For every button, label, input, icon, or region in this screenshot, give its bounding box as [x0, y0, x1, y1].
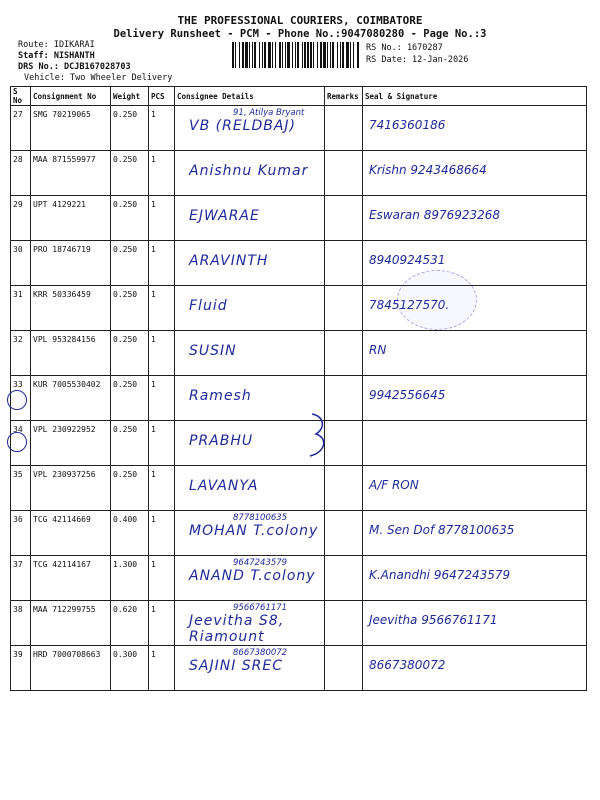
cell-remarks: [325, 241, 363, 286]
handwritten-consignee: Ramesh: [189, 388, 252, 404]
cell-pcs: 1: [149, 241, 175, 286]
cell-consignee-details: [175, 556, 325, 601]
handwritten-consignee: ANAND T.colony: [189, 568, 316, 584]
cell-signature: [363, 511, 587, 556]
cell-signature: [363, 556, 587, 601]
cell-signature: [363, 331, 587, 376]
handwritten-signature: 8667380072: [369, 658, 446, 672]
cell-pcs: 1: [149, 466, 175, 511]
cell-consignment-no: PRO 18746719: [31, 241, 111, 286]
handwritten-brace-mark: [302, 410, 342, 460]
table-row: [11, 151, 587, 196]
cell-remarks: [325, 331, 363, 376]
cell-consignee-details: [175, 601, 325, 646]
table-row: [11, 286, 587, 331]
handwritten-signature: K.Anandhi 9647243579: [369, 568, 511, 582]
cell-consignment-no: MAA 712299755: [31, 601, 111, 646]
table-row: [11, 646, 587, 691]
cell-sno: 39: [11, 646, 31, 691]
cell-weight: 0.620: [111, 601, 149, 646]
table-row: [11, 331, 587, 376]
cell-sno: 37: [11, 556, 31, 601]
cell-weight: 0.250: [111, 331, 149, 376]
table-row: [11, 196, 587, 241]
cell-consignment-no: VPL 953284156: [31, 331, 111, 376]
col-signature: Seal & Signature: [363, 87, 587, 106]
cell-consignment-no: TCG 42114167: [31, 556, 111, 601]
handwritten-signature: 7416360186: [369, 118, 446, 132]
cell-remarks: [325, 646, 363, 691]
cell-consignee-details: [175, 151, 325, 196]
cell-consignment-no: VPL 230937256: [31, 466, 111, 511]
handwritten-note: 8667380072: [233, 648, 288, 658]
rs-date: RS Date: 12-Jan-2026: [366, 55, 469, 65]
cell-sno: 34: [11, 421, 31, 466]
col-weight: Weight: [111, 87, 149, 106]
cell-consignee-details: [175, 196, 325, 241]
cell-pcs: 1: [149, 421, 175, 466]
table-row: [11, 241, 587, 286]
cell-consignment-no: VPL 230922952: [31, 421, 111, 466]
cell-consignee-details: [175, 286, 325, 331]
handwritten-consignee: Fluid: [189, 298, 228, 314]
cell-signature: [363, 196, 587, 241]
cell-sno: 33: [11, 376, 31, 421]
cell-weight: 0.250: [111, 286, 149, 331]
company-title: THE PROFESSIONAL COURIERS, COIMBATORE: [177, 14, 423, 27]
table-row: [11, 106, 587, 151]
handwritten-signature: Jeevitha 9566761171: [369, 613, 498, 627]
table-row: [11, 601, 587, 646]
cell-weight: 0.250: [111, 466, 149, 511]
cell-sno: 36: [11, 511, 31, 556]
col-remarks: Remarks: [325, 87, 363, 106]
cell-consignment-no: KRR 50336459: [31, 286, 111, 331]
cell-consignee-details: [175, 241, 325, 286]
cell-weight: 0.250: [111, 241, 149, 286]
table-header-row: [11, 87, 587, 106]
runsheet-table: [10, 86, 587, 691]
cell-sno: 35: [11, 466, 31, 511]
cell-weight: 0.250: [111, 196, 149, 241]
handwritten-circle-35: [7, 432, 27, 452]
cell-weight: 0.250: [111, 421, 149, 466]
cell-sno: 31: [11, 286, 31, 331]
cell-weight: 0.250: [111, 106, 149, 151]
cell-consignee-details: [175, 106, 325, 151]
cell-signature: [363, 151, 587, 196]
cell-weight: 0.250: [111, 376, 149, 421]
table-row: [11, 556, 587, 601]
cell-weight: 0.250: [111, 151, 149, 196]
cell-consignment-no: UPT 4129221: [31, 196, 111, 241]
cell-remarks: [325, 151, 363, 196]
handwritten-consignee: ARAVINTH: [189, 253, 269, 269]
handwritten-note: 91, Atilya Bryant: [233, 108, 305, 118]
runsheet-subtitle: Delivery Runsheet - PCM - Phone No.:9047080280 - Page No.:3: [113, 28, 487, 40]
cell-pcs: 1: [149, 376, 175, 421]
cell-signature: [363, 241, 587, 286]
handwritten-consignee: PRABHU: [189, 433, 254, 449]
handwritten-note: 8778100635: [233, 513, 288, 523]
col-pcs: PCS: [149, 87, 175, 106]
cell-weight: 0.300: [111, 646, 149, 691]
staff-label: Staff: NISHANTH: [18, 51, 95, 61]
cell-remarks: [325, 511, 363, 556]
cell-signature: [363, 106, 587, 151]
cell-remarks: [325, 286, 363, 331]
cell-pcs: 1: [149, 196, 175, 241]
col-consignee: Consignee Details: [175, 87, 325, 106]
handwritten-signature: 7845127570.: [369, 298, 450, 312]
cell-sno: 28: [11, 151, 31, 196]
handwritten-consignee: Jeevitha S8, Riamount: [189, 613, 285, 645]
cell-pcs: 1: [149, 331, 175, 376]
cell-sno: 27: [11, 106, 31, 151]
rs-number: RS No.: 1670287: [366, 43, 443, 53]
vehicle-label: Vehicle: Two Wheeler Delivery: [24, 73, 173, 83]
cell-consignee-details: [175, 331, 325, 376]
cell-sno: 32: [11, 331, 31, 376]
cell-sno: 29: [11, 196, 31, 241]
cell-consignee-details: [175, 646, 325, 691]
cell-remarks: [325, 601, 363, 646]
handwritten-consignee: EJWARAE: [189, 208, 260, 224]
cell-consignment-no: HRD 7000708663: [31, 646, 111, 691]
handwritten-consignee: VB (RELDBAJ): [189, 118, 297, 134]
handwritten-consignee: Anishnu Kumar: [189, 163, 309, 179]
cell-sno: 38: [11, 601, 31, 646]
cell-consignment-no: SMG 70219065: [31, 106, 111, 151]
cell-pcs: 1: [149, 646, 175, 691]
cell-pcs: 1: [149, 601, 175, 646]
cell-consignment-no: KUR 7005530402: [31, 376, 111, 421]
handwritten-signature: Eswaran 8976923268: [369, 208, 501, 222]
handwritten-circle-34: [7, 390, 27, 410]
seal-stamp: [397, 270, 477, 330]
table-row: [11, 511, 587, 556]
table-row: [11, 466, 587, 511]
cell-signature: [363, 646, 587, 691]
handwritten-signature: 8940924531: [369, 253, 446, 267]
cell-signature: [363, 466, 587, 511]
cell-remarks: [325, 106, 363, 151]
cell-remarks: [325, 466, 363, 511]
handwritten-signature: A/F RON: [369, 478, 419, 492]
cell-pcs: 1: [149, 511, 175, 556]
cell-pcs: 1: [149, 151, 175, 196]
handwritten-signature: RN: [369, 343, 387, 357]
drs-number: DRS No.: DCJB167028703: [18, 62, 131, 72]
cell-remarks: [325, 196, 363, 241]
cell-remarks: [325, 556, 363, 601]
barcode-image: [232, 42, 360, 68]
cell-signature: [363, 601, 587, 646]
handwritten-signature: M. Sen Dof 8778100635: [369, 523, 515, 537]
handwritten-consignee: SAJINI SREC: [189, 658, 284, 674]
cell-consignee-details: [175, 511, 325, 556]
table-row: [11, 376, 587, 421]
cell-weight: 0.400: [111, 511, 149, 556]
handwritten-consignee: LAVANYA: [189, 478, 259, 494]
handwritten-consignee: MOHAN T.colony: [189, 523, 319, 539]
col-sno: S No: [11, 87, 31, 106]
handwritten-note: 9566761171: [233, 603, 288, 613]
handwritten-note: 9647243579: [233, 558, 288, 568]
cell-pcs: 1: [149, 106, 175, 151]
cell-consignment-no: TCG 42114669: [31, 511, 111, 556]
cell-weight: 1.300: [111, 556, 149, 601]
table-row: [11, 421, 587, 466]
cell-sno: 30: [11, 241, 31, 286]
cell-signature: [363, 376, 587, 421]
handwritten-signature: Krishn 9243468664: [369, 163, 487, 177]
handwritten-signature: 9942556645: [369, 388, 446, 402]
cell-consignment-no: MAA 871559977: [31, 151, 111, 196]
col-consignment: Consignment No: [31, 87, 111, 106]
cell-pcs: 1: [149, 286, 175, 331]
handwritten-consignee: SUSIN: [189, 343, 237, 359]
cell-signature: [363, 421, 587, 466]
route-label: Route: IDIKARAI: [18, 40, 95, 50]
cell-pcs: 1: [149, 556, 175, 601]
cell-consignee-details: [175, 466, 325, 511]
